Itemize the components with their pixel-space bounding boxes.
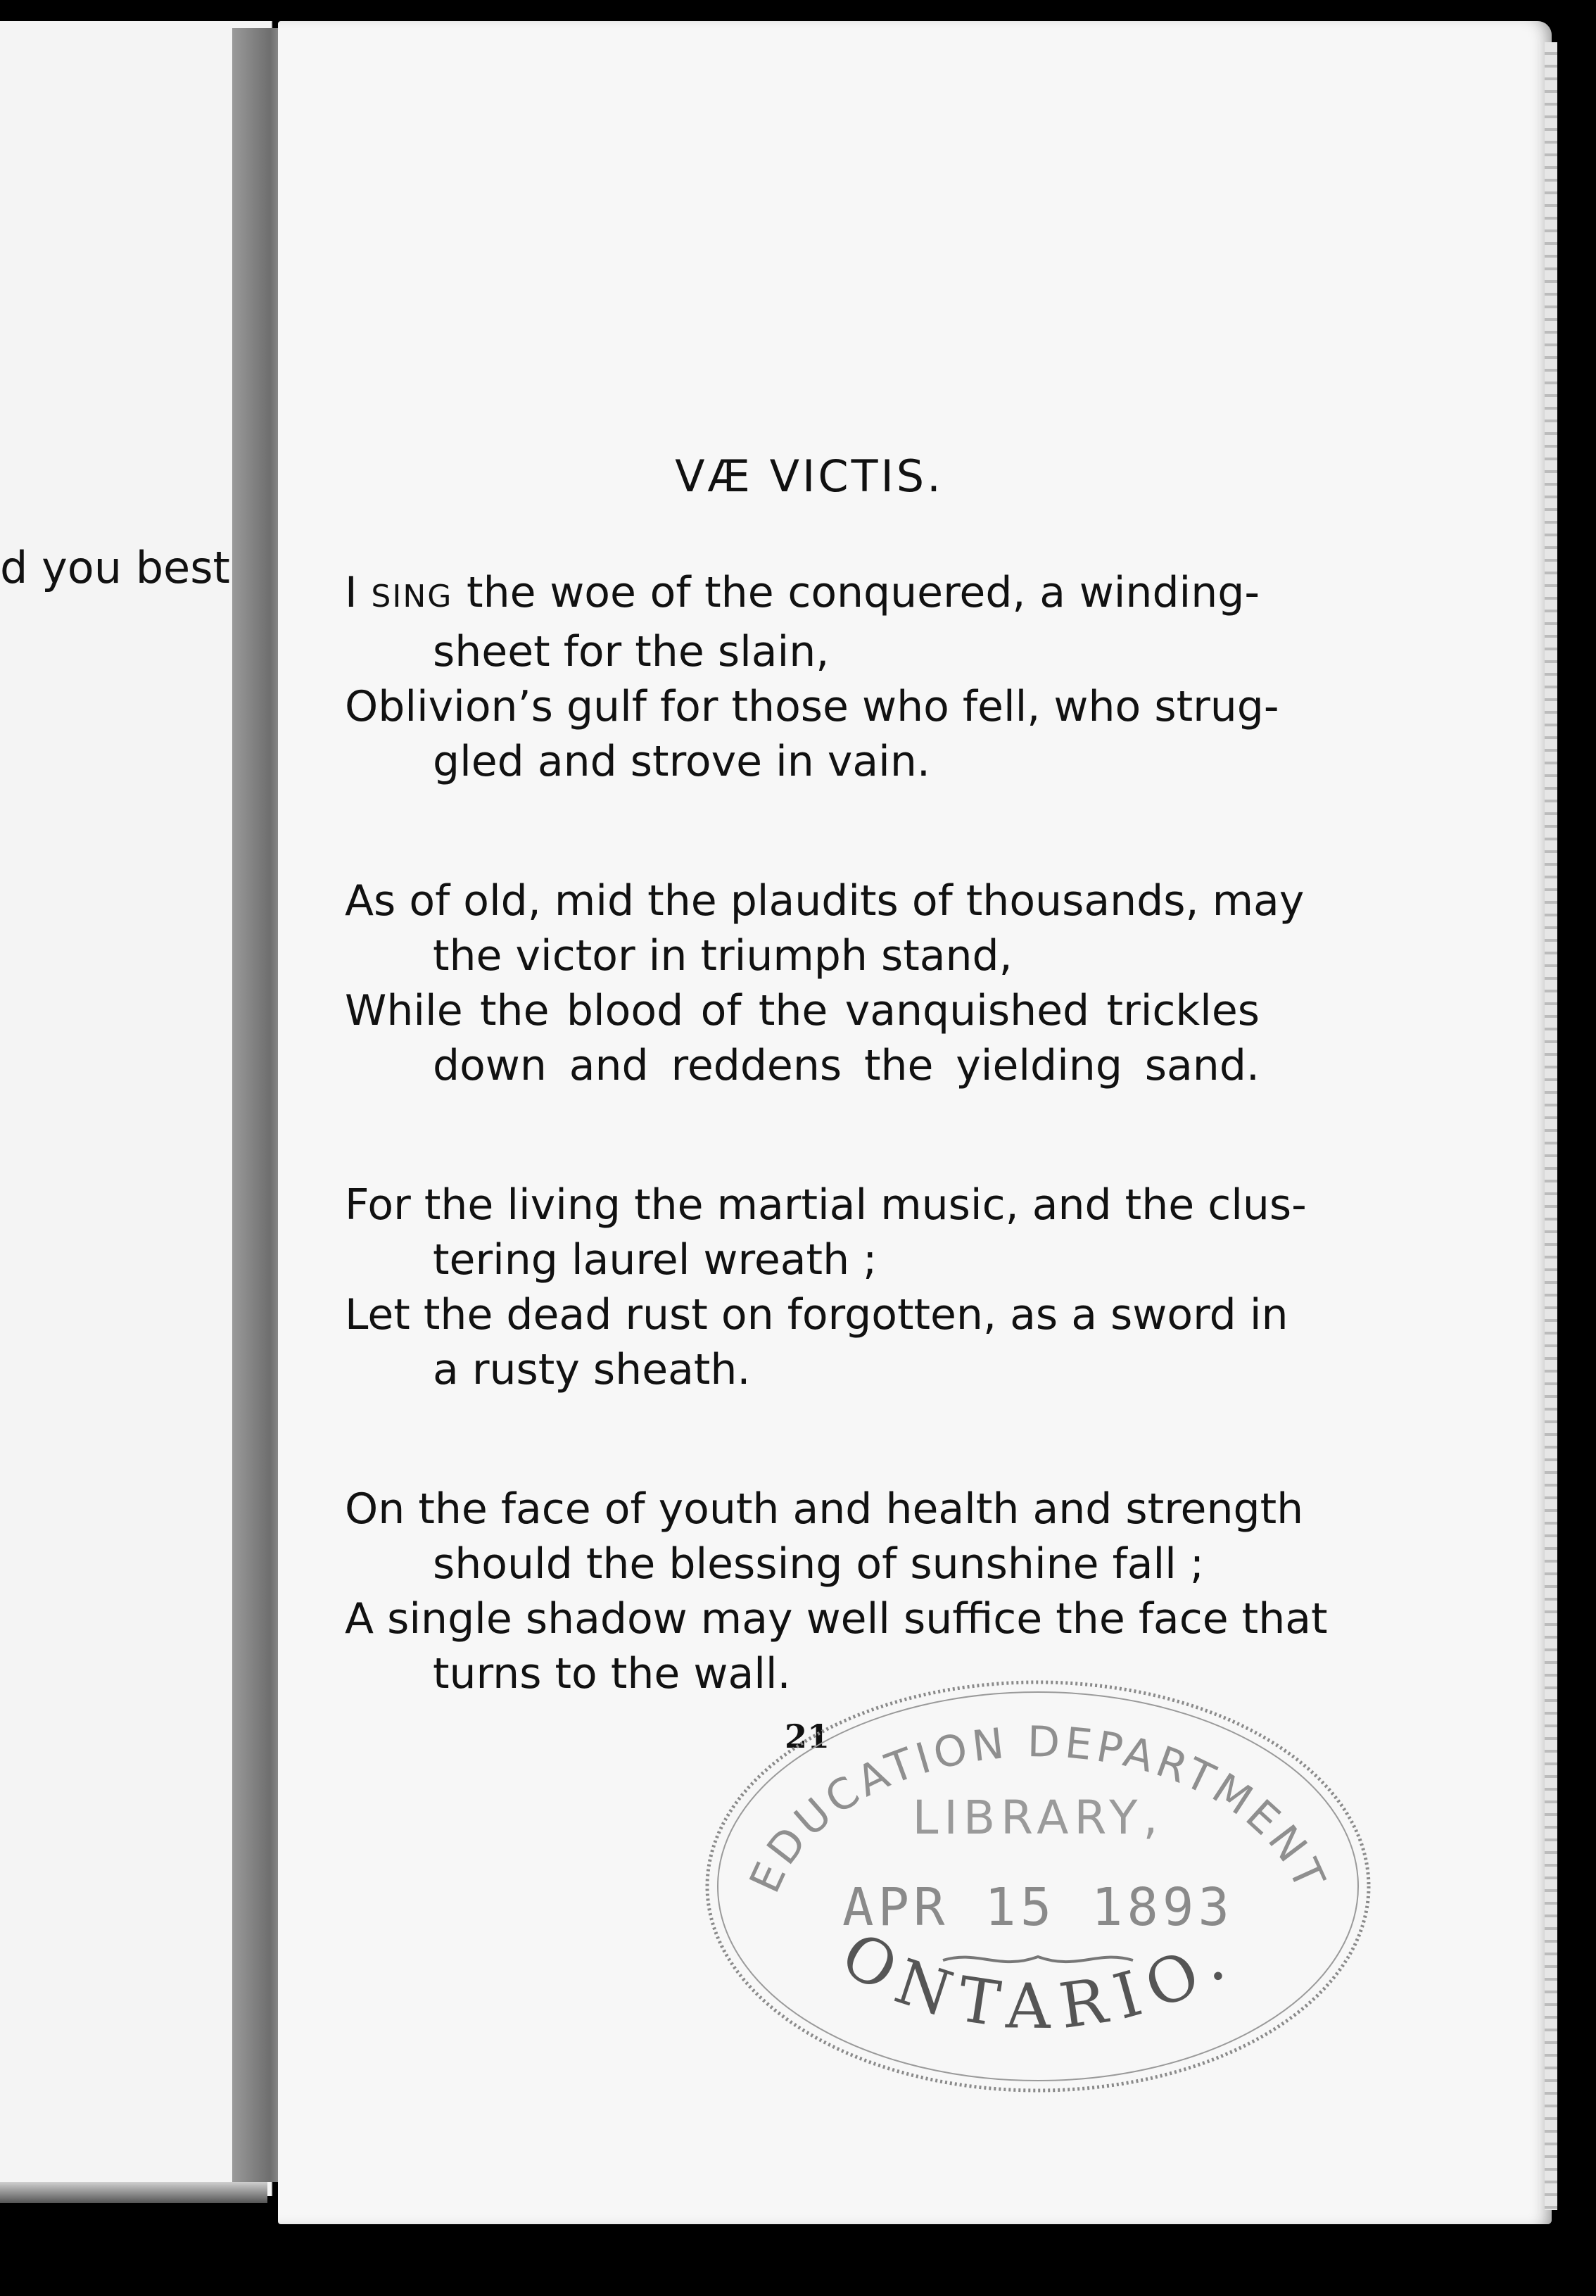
previous-page <box>0 21 272 2196</box>
poem <box>345 450 1328 1786</box>
previous-page-text-fragment: d you best <box>0 542 230 593</box>
stamp-top-arc-text: EDUCATION DEPARTMENT <box>740 1717 1336 1900</box>
poem-line: On the face of youth and health and strength <box>345 1484 1304 1534</box>
poem-line: For the living the martial music, and the clus- <box>345 1180 1307 1230</box>
stamp-date-text: APR 15 1893 <box>842 1877 1234 1938</box>
poem-line: a rusty sheath. <box>433 1345 751 1394</box>
stanza-1 <box>345 565 1279 789</box>
poem-line: should the blessing of sunshine fall ; <box>433 1539 1205 1589</box>
page-number: 21 <box>785 1717 830 1755</box>
stamp-ornament <box>943 1957 1133 1962</box>
previous-page-edge <box>0 2182 267 2203</box>
poem-title: VÆ VICTIS. <box>675 450 944 502</box>
poem-line: I SING the woe of the conquered, a winding- <box>345 568 1260 617</box>
poem-line: Let the dead rust on forgotten, as a sword in <box>345 1290 1288 1339</box>
poem-line: tering laurel wreath ; <box>433 1235 878 1285</box>
stamp-library-text: LIBRARY, <box>912 1791 1164 1845</box>
library-stamp <box>697 1672 1379 2101</box>
poem-line: Oblivion’s gulf for those who fell, who strug- <box>345 682 1279 731</box>
poem-line: gled and strove in vain. <box>433 737 930 786</box>
poem-line: As of old, mid the plaudits of thousands, may <box>345 876 1305 926</box>
poem-line: While the blood of the vanquished trickles <box>345 986 1260 1035</box>
stanza-3 <box>345 1178 1307 1397</box>
poem-line: sheet for the slain, <box>433 627 830 676</box>
stamp-bottom-arc-text: ONTARIO. <box>829 1917 1247 2043</box>
library-stamp-graphic <box>697 1672 1379 2101</box>
poem-line: down and reddens the yielding sand. <box>433 1041 1260 1090</box>
stanza-2 <box>345 873 1305 1093</box>
poem-line: A single shadow may well suffice the face that <box>345 1594 1328 1644</box>
page-fore-edge <box>1545 42 1557 2210</box>
poem-line: the victor in triumph stand, <box>433 931 1013 980</box>
stanza-4 <box>345 1482 1328 1701</box>
poem-line: turns to the wall. <box>433 1649 791 1698</box>
